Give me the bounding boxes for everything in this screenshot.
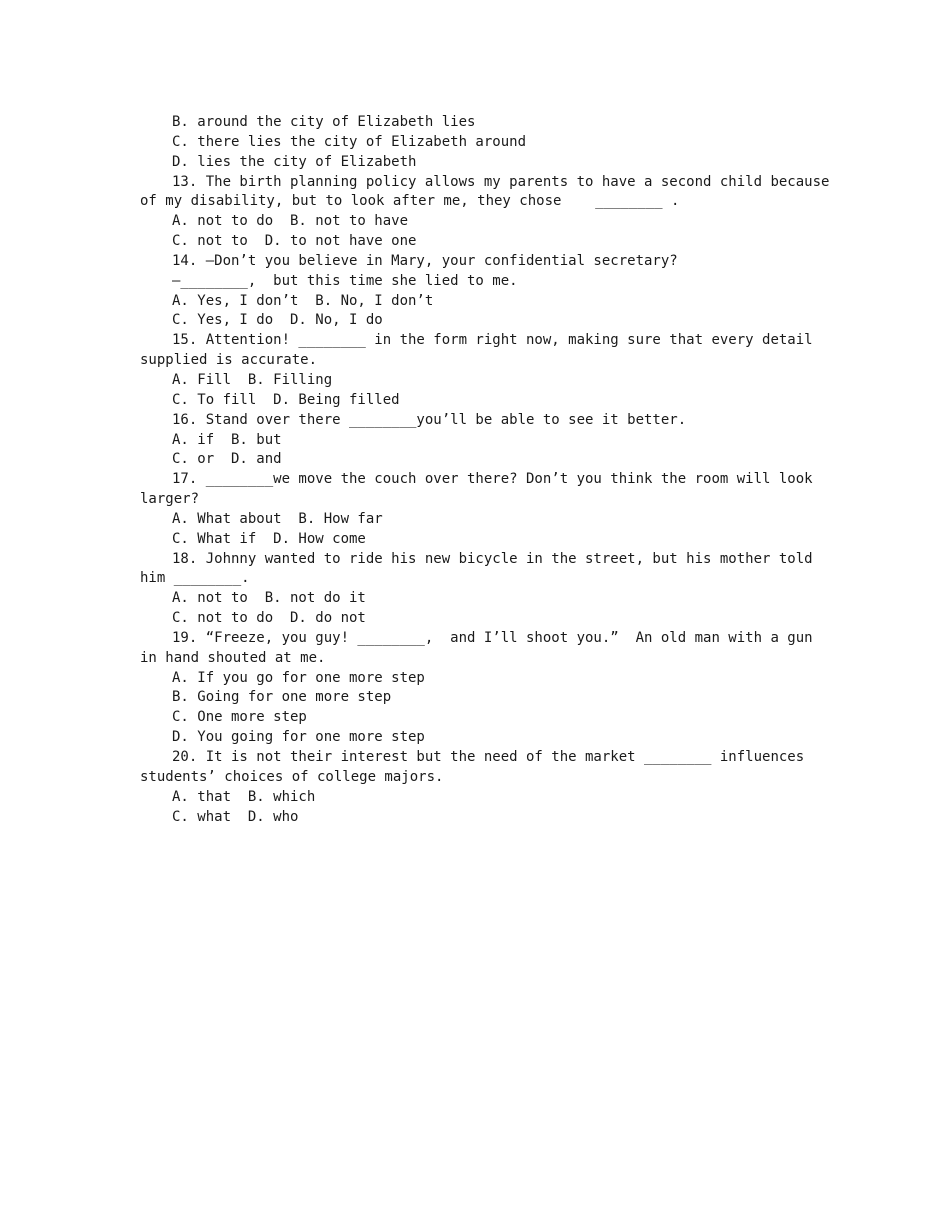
option-line: A. Fill B. Filling bbox=[172, 371, 333, 388]
question-stem: 20. It is not their interest but the need of the market ________ influences bbox=[172, 749, 805, 765]
question-stem-continued: supplied is accurate. bbox=[140, 352, 318, 369]
option-line: C. not to do D. do not bbox=[172, 610, 366, 627]
question-stem: 17. ________we move the couch over there? Don’t you think the room will look bbox=[172, 471, 813, 488]
option-line: C. what D. who bbox=[172, 808, 299, 825]
question-stem: 19. “Freeze, you guy! ________, and I’ll shoot you.” An old man with a gun bbox=[172, 629, 813, 646]
option-line: C. or D. and bbox=[172, 451, 282, 468]
option-line: A. not to do B. not to have bbox=[172, 213, 409, 230]
question-stem: 18. Johnny wanted to ride his new bicycle in the street, but his mother told bbox=[172, 550, 813, 567]
option-line: A. that B. which bbox=[172, 788, 316, 805]
question-stem-continued: him ________. bbox=[140, 570, 250, 587]
question-stem-continued: students’ choices of college majors. bbox=[140, 768, 444, 785]
question-stem: 16. Stand over there ________you’ll be able to see it better. bbox=[172, 411, 687, 428]
question-stem-continued: larger? bbox=[140, 491, 200, 508]
option-line: C. not to D. to not have one bbox=[172, 233, 417, 250]
option-line: A. If you go for one more step bbox=[172, 669, 425, 686]
option-line: C. Yes, I do D. No, I do bbox=[172, 312, 383, 329]
document-page bbox=[140, 113, 830, 827]
option-line: D. lies the city of Elizabeth bbox=[172, 153, 417, 170]
option-line: A. What about B. How far bbox=[172, 510, 383, 527]
option-line: A. Yes, I don’t B. No, I don’t bbox=[172, 292, 434, 309]
option-line: D. You going for one more step bbox=[172, 729, 425, 746]
option-line: C. there lies the city of Elizabeth around bbox=[172, 133, 527, 150]
option-line: A. not to B. not do it bbox=[172, 590, 366, 607]
question-stem-continued: of my disability, but to look after me, they chose ________ . bbox=[140, 193, 680, 210]
option-line: B. Going for one more step bbox=[172, 689, 392, 706]
option-line: C. What if D. How come bbox=[172, 530, 366, 547]
question-stem-continued: in hand shouted at me. bbox=[140, 649, 326, 666]
question-stem: 13. The birth planning policy allows my parents to have a second child because bbox=[172, 173, 830, 190]
question-dialogue-reply: —________, but this time she lied to me. bbox=[172, 272, 518, 289]
option-line: C. One more step bbox=[172, 709, 307, 726]
option-line: A. if B. but bbox=[172, 431, 282, 448]
option-line: C. To fill D. Being filled bbox=[172, 391, 400, 408]
option-line: B. around the city of Elizabeth lies bbox=[172, 114, 476, 130]
question-stem: 14. —Don’t you believe in Mary, your confidential secretary? bbox=[172, 252, 678, 269]
question-stem: 15. Attention! ________ in the form right now, making sure that every detail bbox=[172, 332, 813, 349]
